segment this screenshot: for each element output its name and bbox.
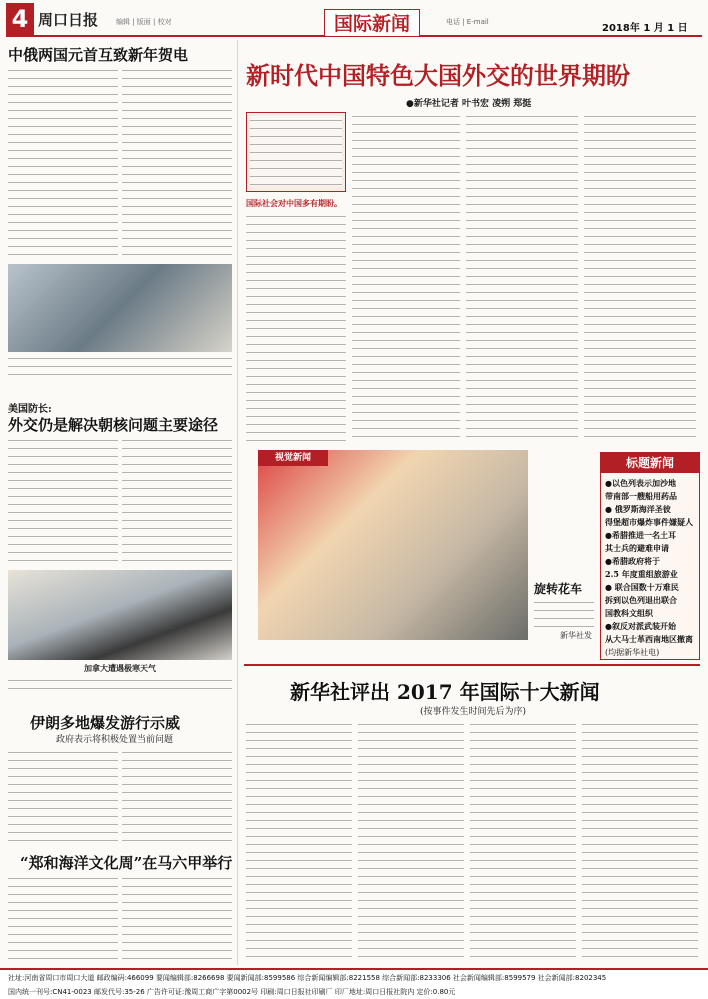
lead-headline: 新时代中国特色大国外交的世界期盼: [246, 61, 630, 90]
lead-text-col2: [352, 112, 460, 442]
column-divider: [237, 40, 238, 965]
news-photo-1: [8, 264, 232, 352]
photo-caption-title: 旋转花车: [534, 582, 583, 596]
sidebar-item[interactable]: ● 俄罗斯海洋圣彼: [605, 504, 671, 514]
photo1-caption: [8, 354, 232, 378]
sidebar-item[interactable]: ● 联合国数十万难民: [605, 582, 679, 592]
sidebar-item[interactable]: ●希腊推进一名土耳: [605, 530, 676, 540]
story2-text-col2: [122, 436, 232, 568]
issue-date: 2018年 1 月 1 日: [602, 23, 688, 34]
lead-quote-heading: 国际社会对中国多有期盼。: [246, 198, 342, 208]
story3-title: 伊朗多地爆发游行示威: [30, 714, 181, 732]
story4-text: [8, 874, 118, 964]
lead-text-col4: [584, 112, 696, 442]
paper-name: 周口日报: [38, 11, 99, 29]
sidebar-item[interactable]: 国教科文组织: [605, 608, 653, 618]
sidebar-item: (均据新华社电): [605, 648, 660, 657]
video-news-tag: 视觉新闻: [258, 450, 328, 466]
story1-title: 中俄两国元首互致新年贺电: [8, 46, 189, 64]
photo-credit: 新华社发: [560, 631, 592, 640]
story4-title: “郑和海洋文化周”在马六甲举行: [20, 854, 233, 872]
footer-line1: 社址:河南省周口市周口大道 邮政编码:466099 要闻编辑部:8266698 要闻新闻部:8599586 综合新闻编辑部:8221558 综合新闻部:8233306 社会新闻编辑部:8599579 社会新闻部:8202345: [8, 974, 607, 982]
story2-prefix: 美国防长:: [8, 404, 52, 415]
news-photo-2: [8, 570, 232, 660]
photo2-caption: 加拿大遭遇极寒天气: [84, 663, 156, 673]
masthead: [6, 3, 702, 37]
bottom-subheadline: (按事件发生时间先后为序): [420, 707, 527, 717]
sidebar-item[interactable]: 2.5 年度重组旅游业: [605, 569, 678, 579]
sidebar-item[interactable]: ●希腊政府将于: [605, 556, 660, 566]
story3-text-col2: [122, 748, 232, 848]
sidebar-item[interactable]: ●以色列表示加沙地: [605, 478, 676, 488]
bottom-text-col1: [246, 720, 352, 964]
story4-text-col2: [122, 874, 232, 964]
bottom-text-col2: [358, 720, 464, 964]
bottom-text-col4: [582, 720, 698, 964]
bottom-text-col3: [470, 720, 576, 964]
lead-text-col3: [466, 112, 578, 442]
footer: [0, 968, 708, 999]
sidebar-item[interactable]: 得堡超市爆炸事件嫌疑人: [605, 517, 693, 527]
story2-text: [8, 436, 118, 568]
sidebar-box: [600, 452, 700, 660]
sidebar-item[interactable]: ●叙反对派武装开始: [605, 621, 676, 631]
footer-line2: 国内统一刊号:CN41-0023 邮发代号:35-26 广告许可证:豫周工商广字第0002号 印刷:周口日报社印刷厂 印厂地址:周口日报社院内 定价:0.80元: [8, 988, 456, 996]
sidebar-item[interactable]: 拆到以色列退出联合: [605, 595, 677, 605]
lead-quote-text: [250, 116, 342, 186]
story1-text: [8, 66, 118, 262]
sidebar-list: [605, 477, 699, 659]
story2-title: 外交仍是解决朝核问题主要途径: [8, 416, 219, 434]
sidebar-title: 标题新闻: [601, 453, 699, 473]
bottom-headline: 新华社评出 2017 年国际十大新闻: [290, 680, 600, 704]
bottom-rule: [244, 664, 700, 666]
sidebar-item[interactable]: 其士兵的避难申请: [605, 543, 669, 553]
lead-text-col1: [246, 212, 346, 442]
top-meta-left: 编辑 | 版面 | 校对: [116, 18, 172, 26]
float-photo: [258, 450, 528, 640]
sidebar-item[interactable]: 从大马士革西南地区撤离: [605, 634, 693, 644]
photo-caption-text: [534, 598, 594, 628]
page-number: 4: [6, 3, 34, 35]
lead-byline: ●新华社记者 叶书宏 凌朔 郑挺: [406, 99, 532, 109]
sidebar-item[interactable]: 带南部一艘船用药品: [605, 491, 677, 501]
photo2-caption-text: [8, 676, 232, 696]
story3-text: [8, 748, 118, 848]
story1-text-col2: [122, 66, 232, 262]
section-title: 国际新闻: [324, 9, 420, 37]
top-meta-right: 电话 | E-mail: [446, 18, 489, 26]
story3-subtitle: 政府表示将积极处置当前问题: [56, 735, 174, 745]
